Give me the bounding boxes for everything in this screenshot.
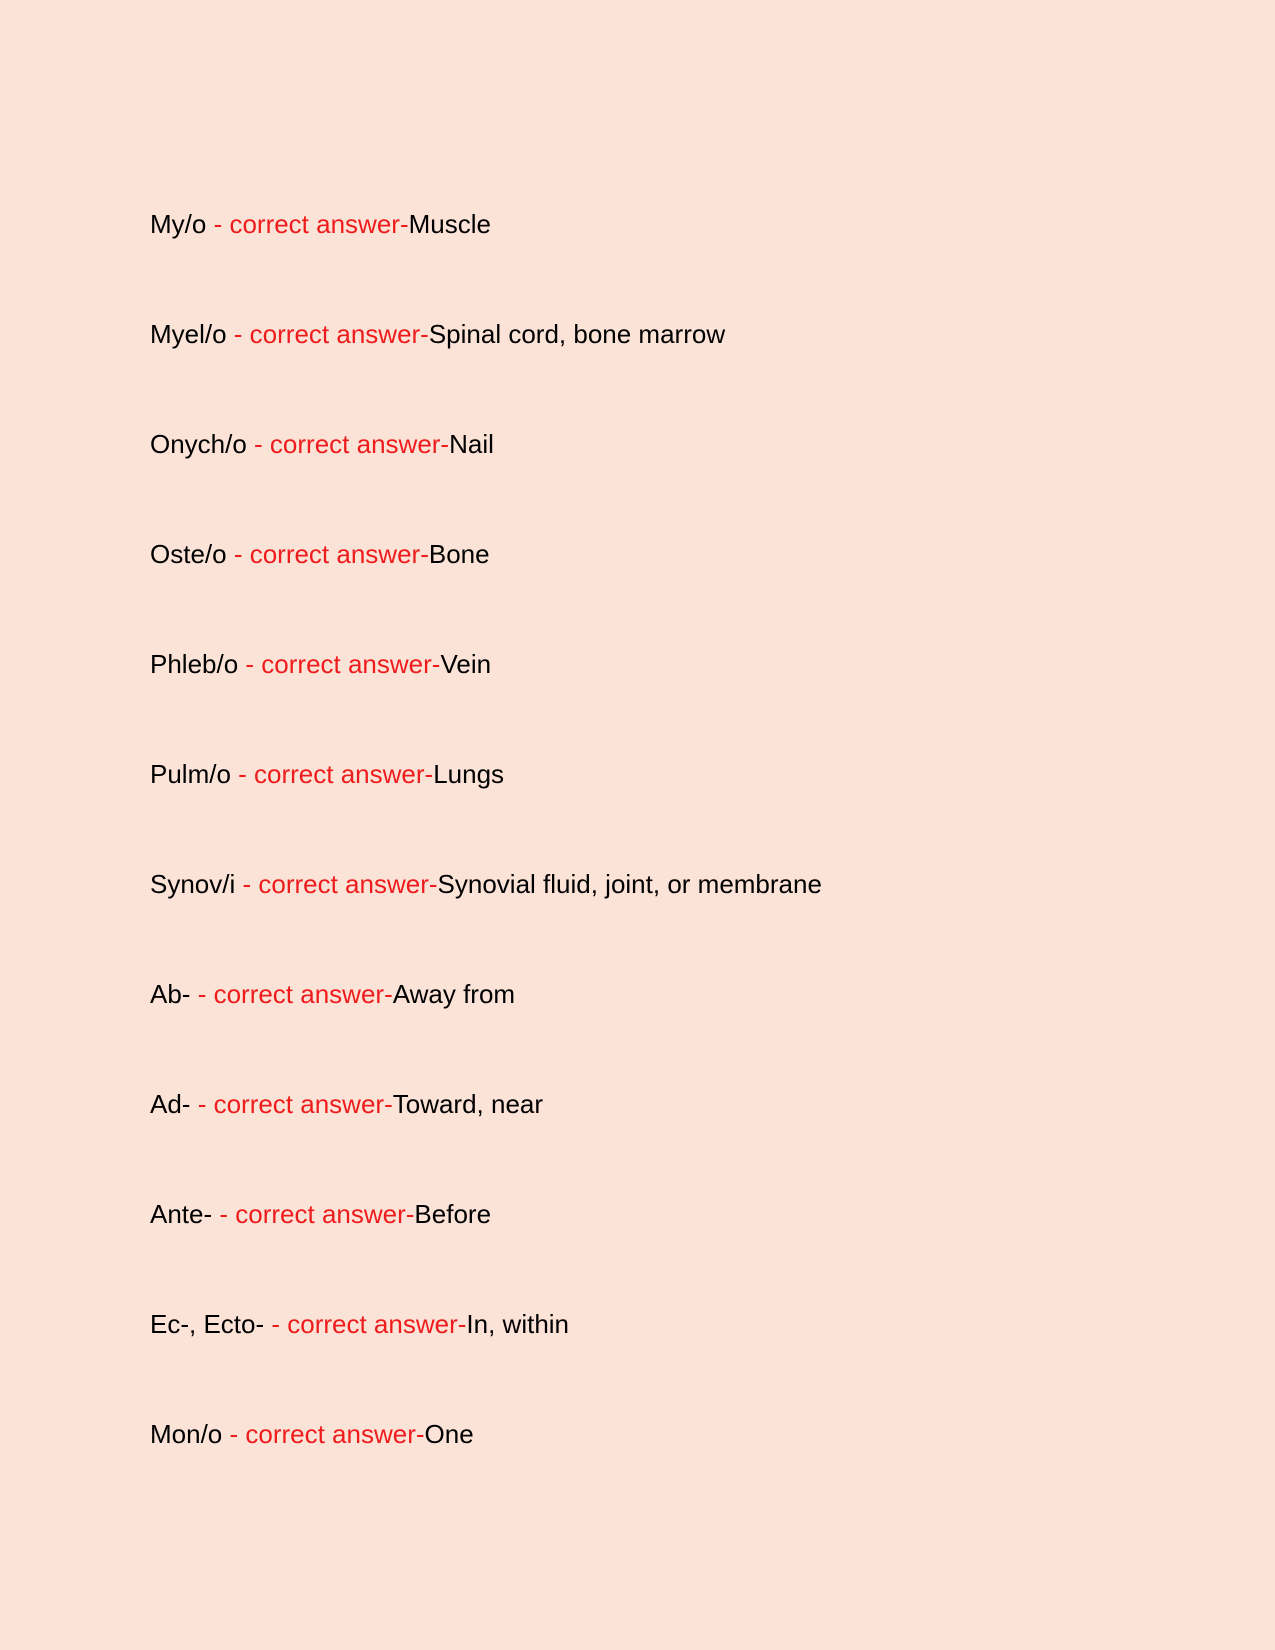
correct-answer-marker: - correct answer- [246, 429, 450, 459]
term: Ante- [150, 1199, 213, 1229]
answer: Vein [440, 649, 492, 679]
term: Pulm/o [150, 759, 231, 789]
term: Ad- [150, 1089, 191, 1119]
answer: Away from [392, 979, 516, 1009]
list-item [150, 1414, 1150, 1524]
list-item [150, 1304, 1150, 1414]
list-item [150, 864, 1150, 974]
term: Mon/o [150, 1419, 223, 1449]
correct-answer-marker: - correct answer- [212, 1199, 415, 1229]
term: Oste/o [150, 539, 227, 569]
flashcard-list [150, 204, 1150, 1524]
answer: Nail [449, 429, 494, 459]
answer: Spinal cord, bone marrow [428, 319, 726, 349]
term: Ec-, Ecto- [150, 1309, 265, 1339]
list-item [150, 974, 1150, 1084]
correct-answer-marker: - correct answer- [226, 539, 429, 569]
term: My/o [150, 209, 207, 239]
correct-answer-marker: - correct answer- [190, 979, 393, 1009]
correct-answer-marker: - correct answer- [226, 319, 429, 349]
term: Ab- [150, 979, 191, 1009]
correct-answer-marker: - correct answer- [206, 209, 409, 239]
correct-answer-marker: - correct answer- [264, 1309, 467, 1339]
term: Myel/o [150, 319, 227, 349]
answer: One [424, 1419, 474, 1449]
term: Onych/o [150, 429, 247, 459]
answer: Lungs [433, 759, 505, 789]
answer: Synovial fluid, joint, or membrane [437, 869, 822, 899]
answer: Toward, near [392, 1089, 544, 1119]
correct-answer-marker: - correct answer- [238, 649, 441, 679]
answer: Muscle [408, 209, 491, 239]
correct-answer-marker: - correct answer- [230, 759, 434, 789]
answer: Before [414, 1199, 492, 1229]
list-item [150, 644, 1150, 754]
term: Phleb/o [150, 649, 239, 679]
list-item [150, 754, 1150, 864]
list-item [150, 314, 1150, 424]
correct-answer-marker: - correct answer- [190, 1089, 393, 1119]
list-item [150, 424, 1150, 534]
list-item [150, 1194, 1150, 1304]
list-item [150, 204, 1150, 314]
answer: Bone [428, 539, 490, 569]
correct-answer-marker: - correct answer- [222, 1419, 425, 1449]
list-item [150, 1084, 1150, 1194]
correct-answer-marker: - correct answer- [235, 869, 438, 899]
answer: In, within [466, 1309, 570, 1339]
list-item [150, 534, 1150, 644]
term: Synov/i [150, 869, 236, 899]
